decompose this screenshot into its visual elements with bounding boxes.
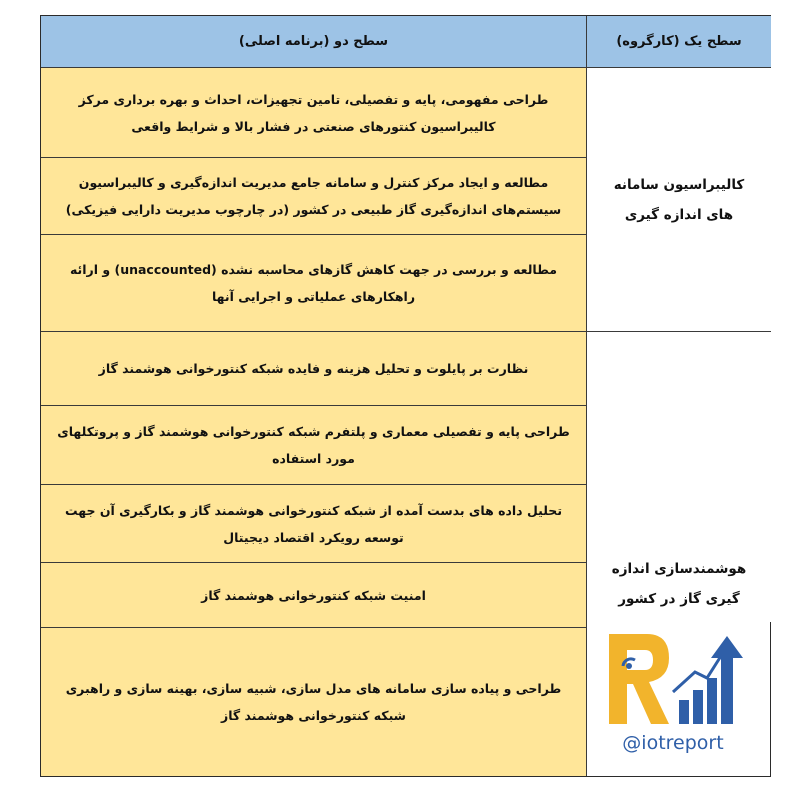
program-text: طراحی مفهومی، پایه و تفصیلی، تامین تجهیزات، احداث و بهره برداری مرکز کالیبراسیون کنتورهای صنعتی در فشار بالا و شرایط واقعی	[78, 91, 549, 134]
program-text: مطالعه و ایجاد مرکز کنترل و سامانه جامع مدیریت اندازه‌گیری و کالیبراسیون سیستم‌های اندازه‌گیری گاز طبیعی در کشور (در چارچوب مدیریت دارایی فیزیکی)	[65, 175, 562, 217]
program-cell	[41, 628, 586, 776]
row-divider	[41, 157, 586, 158]
header-level-one-text: سطح یک (کارگروه)	[616, 34, 742, 49]
group-cell-smart-metering	[587, 332, 771, 622]
row-divider	[41, 562, 586, 563]
header-level-two	[41, 16, 586, 67]
program-cell	[41, 235, 586, 331]
row-divider	[41, 484, 586, 485]
row-divider	[41, 405, 586, 406]
column-divider	[586, 16, 587, 776]
program-text: مطالعه و بررسی در جهت کاهش گازهای محاسبه نشده (unaccounted) و ارائه راهکارهای عملیاتی و اجرایی آنها	[69, 262, 558, 304]
header-level-two-text: سطح دو (برنامه اصلی)	[238, 34, 389, 49]
iotreport-logo	[603, 628, 743, 756]
program-text: تحلیل داده های بدست آمده از شبکه کنتورخوانی هوشمند گاز و بکارگیری آن جهت توسعه رویکرد اقتصاد دیجیتال	[64, 502, 563, 545]
row-divider	[41, 627, 586, 628]
logo-handle-text: @iotreport	[622, 732, 724, 754]
program-cell	[41, 406, 586, 484]
row-divider	[41, 234, 586, 235]
group-cell-calibration	[587, 68, 771, 331]
program-text: نظارت بر پایلوت و تحلیل هزینه و فایده شبکه کنتورخوانی هوشمند گاز	[98, 361, 529, 376]
program-cell	[41, 68, 586, 157]
row-divider	[41, 67, 771, 68]
program-text: امنیت شبکه کنتورخوانی هوشمند گاز	[201, 587, 426, 603]
logo-graphic-icon	[603, 628, 743, 728]
program-cell	[41, 563, 586, 627]
program-cell	[41, 332, 586, 405]
group-title: کالیبراسیون سامانه های اندازه گیری	[613, 176, 745, 223]
group-title: هوشمندسازی اندازه گیری گاز در کشور	[611, 561, 747, 607]
row-divider	[41, 331, 771, 332]
program-text: طراحی و پیاده سازی سامانه های مدل سازی، شبیه سازی، بهینه سازی و راهبری شبکه کنتورخوانی هوشمند گاز	[65, 681, 562, 723]
program-text: طراحی پایه و تفصیلی معماری و پلتفرم شبکه کنتورخوانی هوشمند گاز و پروتکلهای مورد استفاده	[57, 424, 570, 466]
program-cell	[41, 158, 586, 234]
program-cell	[41, 485, 586, 562]
header-level-one	[587, 16, 771, 67]
